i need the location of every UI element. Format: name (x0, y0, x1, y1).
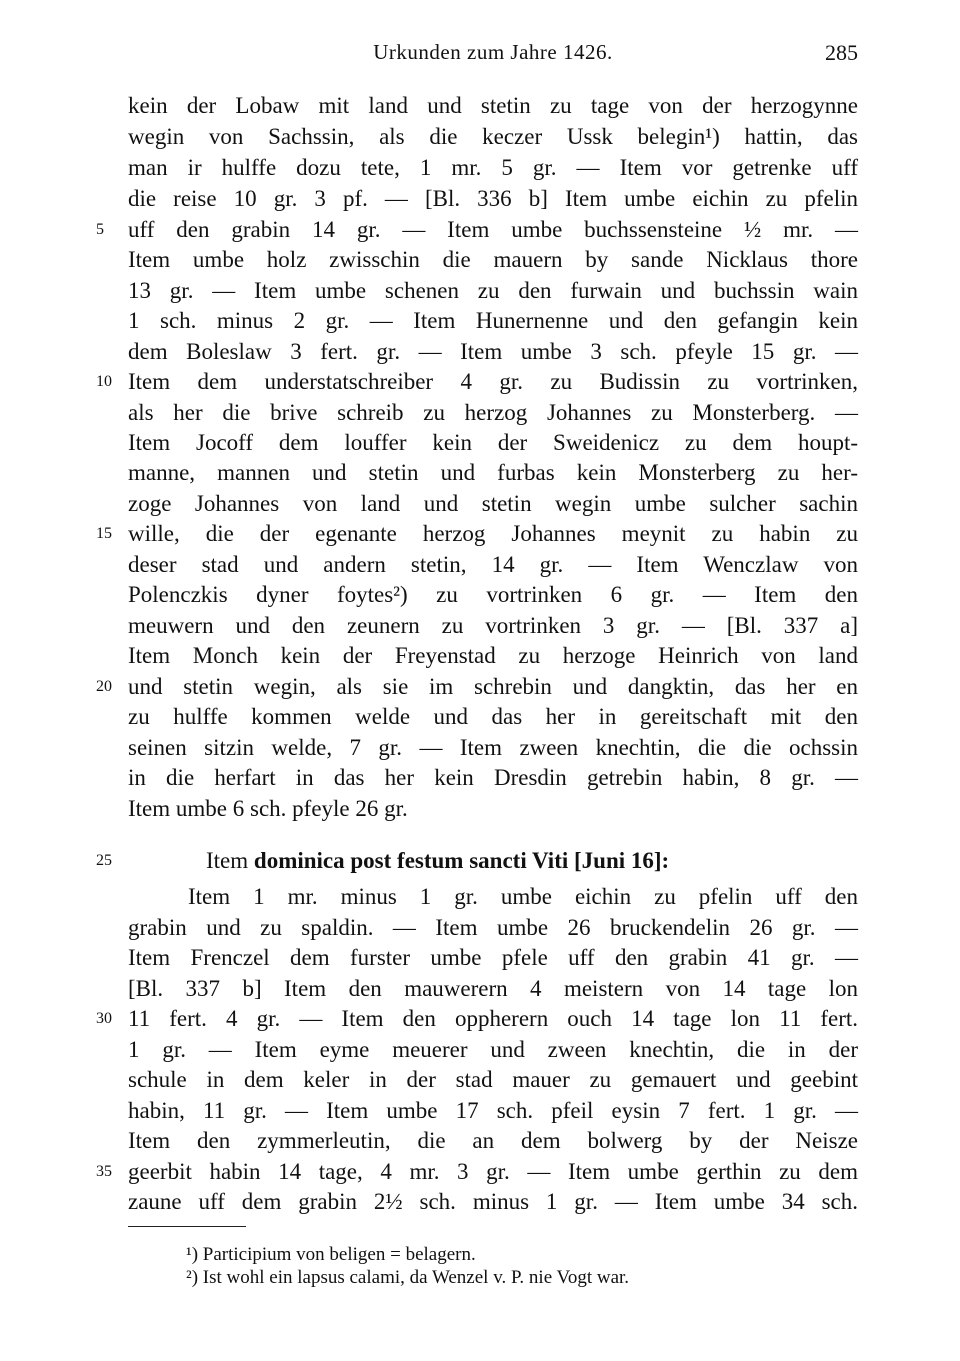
text-line: Item umbe 6 sch. pfeyle 26 gr. (128, 796, 408, 821)
text-line: deser stad und andern stetin, 14 gr. — Item Wenczlaw von (128, 552, 858, 577)
text-line: die reise 10 gr. 3 pf. — [Bl. 336 b] Item umbe eichin zu pfelin (128, 186, 858, 211)
heading-bold-date: dominica post festum sancti Viti [Juni 16]: (253, 848, 670, 873)
section-heading (206, 846, 786, 876)
page-header (128, 40, 858, 74)
text-line: Polenczkis dyner foytes²) zu vortrinken 6 gr. — Item den (128, 582, 858, 607)
text-line: manne, mannen und stetin und furbas kein Monsterberg zu her- (128, 460, 858, 485)
text-line: in die herfart in das her kein Dresdin getrebin habin, 8 gr. — (128, 765, 858, 790)
text-line: als her die brive schreib zu herzog Johannes zu Monsterberg. — (128, 400, 858, 425)
text-line: uff den grabin 14 gr. — Item umbe buchssensteine ½ mr. — (128, 217, 858, 242)
text-line: 1 gr. — Item eyme meuerer und zween knechtin, die in der (128, 1037, 858, 1062)
text-line: Item Frenczel dem furster umbe pfele uff den grabin 41 gr. — (128, 945, 858, 970)
line-number: 20 (96, 678, 112, 695)
text-line: 11 fert. 4 gr. — Item den oppherern ouch 14 tage lon 11 fert. (128, 1006, 858, 1031)
text-line: seinen sitzin welde, 7 gr. — Item zween knechtin, die die ochssin (128, 735, 858, 760)
text-line: [Bl. 337 b] Item den mauwerern 4 meistern von 14 tage lon (128, 976, 858, 1001)
text-line: 13 gr. — Item umbe schenen zu den furwain und buchssin wain (128, 278, 858, 303)
text-line: und stetin wegin, als sie im schrebin und dangktin, das her en (128, 674, 858, 699)
text-line: dem Boleslaw 3 fert. gr. — Item umbe 3 sch. pfeyle 15 gr. — (128, 339, 858, 364)
text-line: habin, 11 gr. — Item umbe 17 sch. pfeil eysin 7 fert. 1 gr. — (128, 1098, 858, 1123)
text-line: wegin von Sachssin, als die keczer Ussk belegin¹) hattin, das (128, 124, 858, 149)
text-line: Item Jocoff dem louffer kein der Sweidenicz zu dem houpt- (128, 430, 858, 455)
footnote-2: ²) Ist wohl ein lapsus calami, da Wenzel v. P. nie Vogt war. (186, 1267, 630, 1288)
text-line: grabin und zu spaldin. — Item umbe 26 bruckendelin 26 gr. — (128, 915, 858, 940)
page-number: 285 (825, 40, 858, 65)
footnote-rule (128, 1226, 246, 1227)
line-number: 10 (96, 373, 112, 390)
line-number: 35 (96, 1163, 112, 1180)
text-line: zu hulffe kommen welde und das her in gereitschaft mit den (128, 704, 858, 729)
text-line: Item 1 mr. minus 1 gr. umbe eichin zu pfelin uff den (188, 884, 858, 909)
text-line: Item den zymmerleutin, die an dem bolwerg by der Neisze (128, 1128, 858, 1153)
text-line: man ir hulffe dozu tete, 1 mr. 5 gr. — Item vor getrenke uff (128, 155, 858, 180)
running-title: Urkunden zum Jahre 1426. (373, 40, 613, 64)
footnote-1: ¹) Participium von beligen = belagern. (186, 1244, 476, 1265)
line-number: 25 (96, 852, 112, 869)
text-line: Item dem understatschreiber 4 gr. zu Budissin zu vortrinken, (128, 369, 858, 394)
text-line: Item Monch kein der Freyenstad zu herzoge Heinrich von land (128, 643, 858, 668)
text-line: zaune uff dem grabin 2½ sch. minus 1 gr. — Item umbe 34 sch. (128, 1189, 858, 1214)
text-line: meuwern und den zeunern zu vortrinken 3 gr. — [Bl. 337 a] (128, 613, 858, 638)
text-line: schule in dem keler in der stad mauer zu gemauert und geebint (128, 1067, 858, 1092)
line-number: 30 (96, 1010, 112, 1027)
text-line: Item umbe holz zwisschin die mauern by sande Nicklaus thore (128, 247, 858, 272)
line-number: 5 (96, 221, 104, 238)
text-line: kein der Lobaw mit land und stetin zu tage von der herzogynne (128, 93, 858, 118)
text-line: wille, die der egenante herzog Johannes meynit zu habin zu (128, 521, 858, 546)
heading-prefix: Item (206, 848, 249, 873)
text-line: geerbit habin 14 tage, 4 mr. 3 gr. — Item umbe gerthin zu dem (128, 1159, 858, 1184)
line-number: 15 (96, 525, 112, 542)
text-line: 1 sch. minus 2 gr. — Item Hunernenne und den gefangin kein (128, 308, 858, 333)
text-line: zoge Johannes von land und stetin wegin umbe sulcher sachin (128, 491, 858, 516)
